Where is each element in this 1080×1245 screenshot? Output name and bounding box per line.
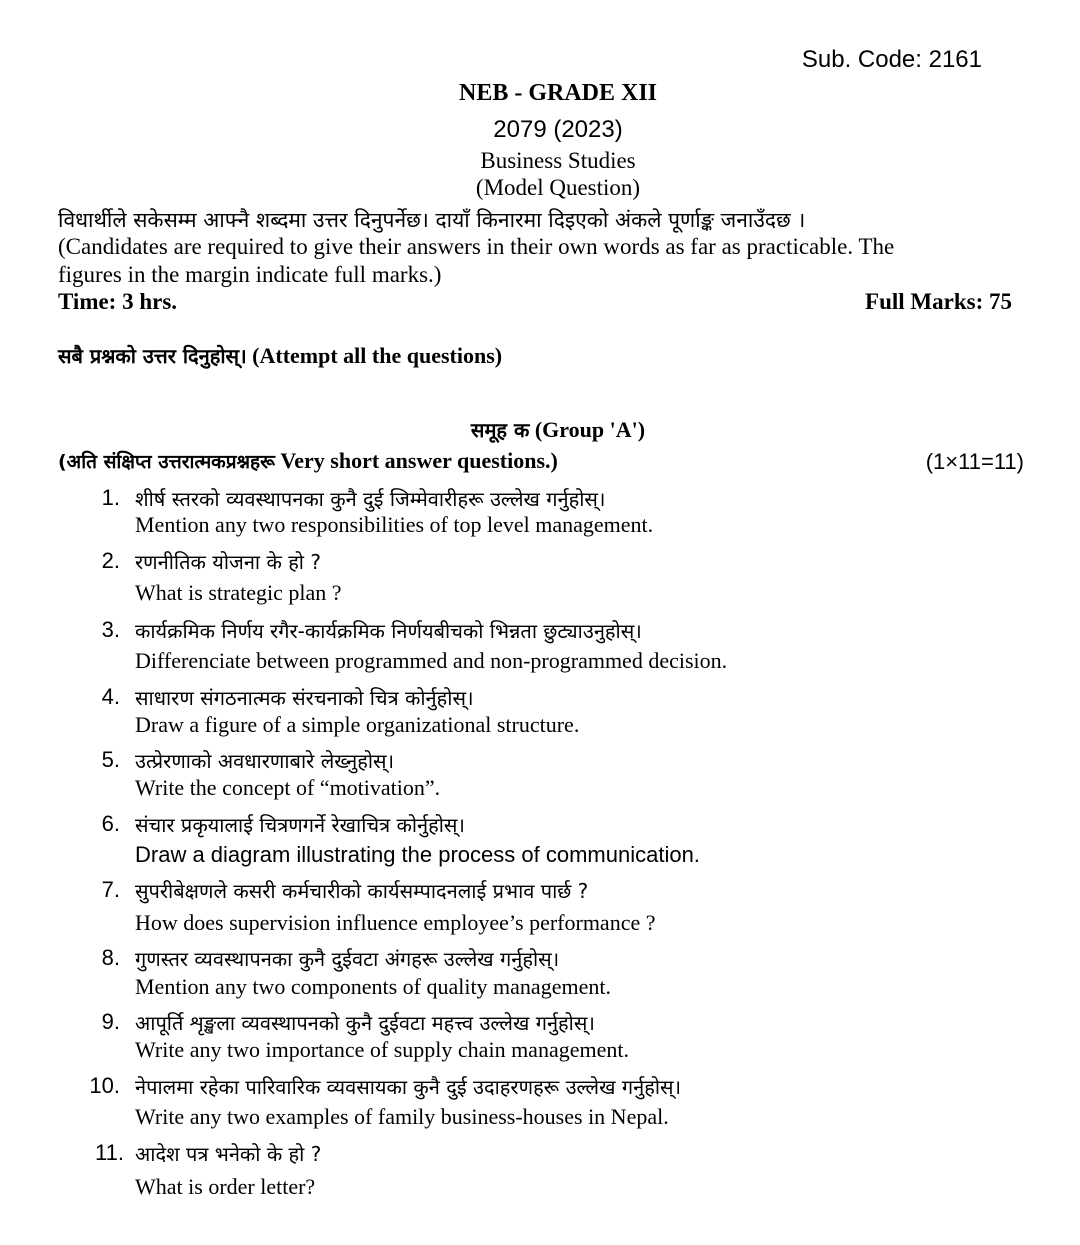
full-marks: Full Marks: 75 bbox=[865, 289, 1012, 314]
question-text-nepali: आदेश पत्र भनेको के हो ? bbox=[135, 1142, 322, 1166]
instruction-english-line2: figures in the margin indicate full marks.) bbox=[58, 262, 442, 287]
subtitle-english: Very short answer questions.) bbox=[280, 448, 558, 473]
question-text-nepali: साधारण संगठनात्मक संरचनाको चित्र कोर्नुहोस्। bbox=[135, 686, 474, 710]
group-title-english: (Group 'A') bbox=[534, 417, 646, 442]
question-number: 5. bbox=[101, 747, 120, 772]
attempt-nepali: सबै प्रश्नको उत्तर दिनुहोस्। bbox=[58, 344, 247, 368]
question-text-nepali: कार्यक्रमिक निर्णय रगैर-कार्यक्रमिक निर्णयबीचको भिन्नता छुट्याउनुहोस्। bbox=[135, 619, 642, 643]
question-number: 10. bbox=[89, 1073, 120, 1098]
question-text-english: Mention any two responsibilities of top level management. bbox=[135, 512, 654, 537]
question-number: 8. bbox=[101, 945, 120, 970]
question-number: 3. bbox=[101, 617, 120, 642]
question-text-nepali: रणनीतिक योजना के हो ? bbox=[135, 550, 321, 574]
question-number: 7. bbox=[101, 877, 120, 902]
question-number: 1. bbox=[101, 485, 120, 510]
question-text-nepali: सुपरीबेक्षणले कसरी कर्मचारीको कार्यसम्पादनलाई प्रभाव पार्छ ? bbox=[135, 879, 589, 903]
question-text-english: Write any two examples of family business-houses in Nepal. bbox=[135, 1104, 669, 1129]
attempt-all-instruction bbox=[58, 342, 502, 369]
question-text-english: Write the concept of “motivation”. bbox=[135, 775, 441, 800]
instruction-english-line1: (Candidates are required to give their answers in their own words as far as practicable. The bbox=[58, 234, 895, 259]
group-a-subtitle bbox=[58, 448, 558, 474]
model-question-label: (Model Question) bbox=[475, 175, 641, 200]
question-text-english: What is strategic plan ? bbox=[135, 580, 342, 605]
group-a-title bbox=[0, 416, 1080, 443]
question-text-nepali: शीर्ष स्तरको व्यवस्थापनका कुनै दुई जिम्मेवारीहरू उल्लेख गर्नुहोस्। bbox=[135, 487, 606, 511]
board-title: NEB - GRADE XII bbox=[458, 80, 658, 106]
time-allowed: Time: 3 hrs. bbox=[58, 289, 178, 314]
exam-year: 2079 (2023) bbox=[493, 116, 623, 143]
question-text-nepali: गुणस्तर व्यवस्थापनका कुनै दुईवटा अंगहरू उल्लेख गर्नुहोस्। bbox=[135, 947, 560, 971]
group-a-marks: (1×11=11) bbox=[925, 449, 1024, 474]
question-text-english: What is order letter? bbox=[135, 1174, 316, 1199]
subtitle-nepali: (अति संक्षिप्त उत्तरात्मकप्रश्नहरू bbox=[58, 451, 275, 473]
question-text-nepali: नेपालमा रहेका पारिवारिक व्यवसायका कुनै दुई उदाहरणहरू उल्लेख गर्नुहोस्। bbox=[135, 1075, 682, 1099]
attempt-english: (Attempt all the questions) bbox=[252, 343, 503, 368]
subject-code: Sub. Code: 2161 bbox=[801, 46, 982, 73]
question-text-english: Differenciate between programmed and non-programmed decision. bbox=[135, 648, 728, 673]
question-text-nepali: उत्प्रेरणाको अवधारणाबारे लेख्नुहोस्। bbox=[135, 749, 395, 773]
question-number: 6. bbox=[101, 811, 120, 836]
question-text-english: Draw a diagram illustrating the process of communication. bbox=[135, 842, 700, 867]
question-text-english: Write any two importance of supply chain management. bbox=[135, 1037, 629, 1062]
question-text-nepali: संचार प्रकृयालाई चित्रणगर्ने रेखाचित्र कोर्नुहोस्। bbox=[135, 813, 466, 837]
question-number: 4. bbox=[101, 684, 120, 709]
question-number: 11. bbox=[95, 1140, 124, 1165]
question-number: 9. bbox=[101, 1009, 120, 1034]
question-text-english: Draw a figure of a simple organizational structure. bbox=[135, 712, 580, 737]
instruction-nepali: विधार्थीले सकेसम्म आफ्नै शब्दमा उत्तर दिनुपर्नेछ। दायाँ किनारमा दिइएको अंकले पूर्णाङ्क जनाउँदछ । bbox=[58, 208, 806, 232]
question-text-nepali: आपूर्ति शृङ्खला व्यवस्थापनको कुनै दुईवटा महत्त्व उल्लेख गर्नुहोस्। bbox=[135, 1011, 595, 1035]
question-text-english: How does supervision influence employee’s performance ? bbox=[135, 910, 656, 935]
subject-name: Business Studies bbox=[480, 148, 636, 173]
question-text-english: Mention any two components of quality management. bbox=[135, 974, 611, 999]
question-number: 2. bbox=[101, 548, 120, 573]
group-title-nepali: समूह क bbox=[470, 418, 530, 442]
